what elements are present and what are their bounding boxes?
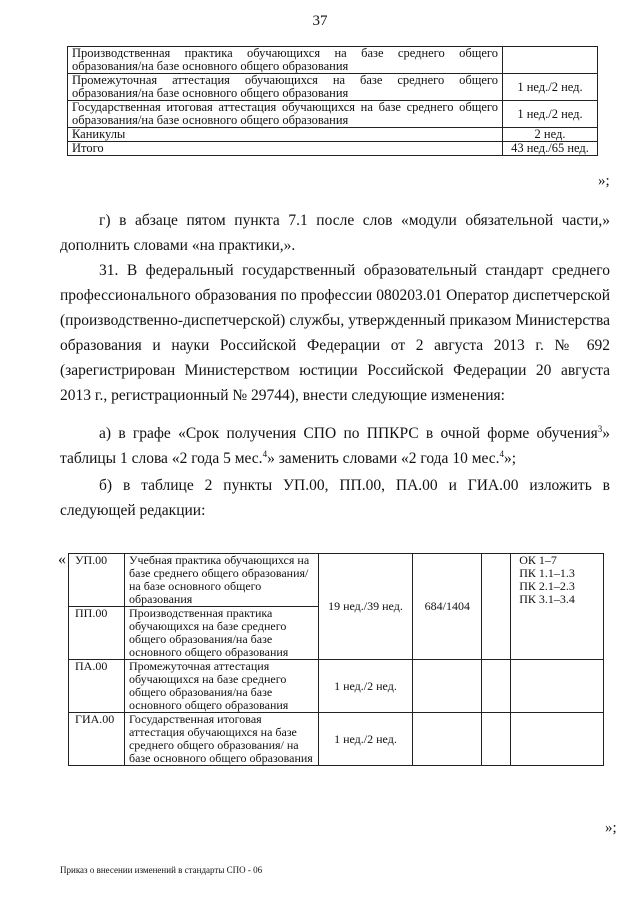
row-name: Государственная итоговая аттестация обучающихся на базе среднего общего образования/ на базе основного общего образования xyxy=(124,713,318,766)
row-code: УП.00 xyxy=(69,554,125,607)
table-row xyxy=(68,142,598,156)
row-name: Государственная итоговая аттестация обучающихся на базе среднего общего образования/на базе основного общего образования xyxy=(68,101,503,128)
table-row xyxy=(68,74,598,101)
row-code: ГИА.00 xyxy=(69,713,125,766)
paragraph-a-text: а) в графе «Срок получения СПО по ППКРС в очной форме обучения xyxy=(99,425,598,442)
paragraph-a-text: » заменить словами «2 года 10 мес. xyxy=(267,450,500,467)
open-quote: « xyxy=(58,551,66,568)
footnote-mark: 3 xyxy=(597,423,603,434)
row-name: Производственная практика обучающихся на базе среднего общего образования/на базе основного общего образования xyxy=(68,47,503,74)
table-row xyxy=(69,713,604,766)
empty-cell xyxy=(482,554,511,660)
competency-item: ПК 3.1–3.4 xyxy=(519,592,575,606)
paragraph-a-text: » таблицы 1 слова «2 года 5 мес. xyxy=(60,425,610,467)
bottom-table xyxy=(68,553,604,766)
empty-cell xyxy=(482,713,511,766)
row-value: 1 нед./2 нед. xyxy=(503,101,598,128)
closing-quote: »; xyxy=(598,173,610,189)
table-row xyxy=(69,660,604,713)
competency-item: ПК 2.1–2.3 xyxy=(519,579,575,593)
merged-hours: 684/1404 xyxy=(413,554,482,660)
row-code: ПА.00 xyxy=(69,660,125,713)
row-value xyxy=(503,47,598,74)
empty-cell xyxy=(482,660,511,713)
row-value: 43 нед./65 нед. xyxy=(503,142,598,156)
paragraph-a xyxy=(60,421,610,471)
row-name: Каникулы xyxy=(68,128,503,142)
closing-quote: »; xyxy=(605,820,617,836)
footnote-mark: 4 xyxy=(499,448,505,459)
page-number: 37 xyxy=(312,13,328,29)
merged-weeks: 19 нед./39 нед. xyxy=(318,554,413,660)
paragraph-b: б) в таблице 2 пункты УП.00, ПП.00, ПА.00 и ГИА.00 изложить в следующей редакции: xyxy=(60,477,610,519)
row-name: Производственная практика обучающихся на базе среднего общего образования/на базе основного общего образования xyxy=(124,607,318,660)
competencies xyxy=(511,554,604,660)
row-name: Учебная практика обучающихся на базе среднего общего образования/на базе основного общего образования xyxy=(124,554,318,607)
row-name: Итого xyxy=(68,142,503,156)
competency-item: ОК 1–7 xyxy=(519,553,557,567)
paragraph-g: г) в абзаце пятом пункта 7.1 после слов «модули обязательной части,» дополнить словами «на практики,». xyxy=(60,212,610,254)
row-value: 2 нед. xyxy=(503,128,598,142)
row-code: ПП.00 xyxy=(69,607,125,660)
row-value: 1 нед./2 нед. xyxy=(503,74,598,101)
top-table xyxy=(67,46,598,156)
footnote-mark: 4 xyxy=(262,448,268,459)
paragraph-a-text: »; xyxy=(504,450,517,467)
competency-item: ПК 1.1–1.3 xyxy=(519,566,575,580)
empty-cell xyxy=(511,660,604,713)
empty-cell xyxy=(413,660,482,713)
table-row xyxy=(68,101,598,128)
table-row xyxy=(68,47,598,74)
row-weeks: 1 нед./2 нед. xyxy=(318,713,413,766)
row-name: Промежуточная аттестация обучающихся на базе среднего общего образования/на базе основного общего образования xyxy=(124,660,318,713)
empty-cell xyxy=(413,713,482,766)
paragraph-31: 31. В федеральный государственный образовательный стандарт среднего профессионального образования по профессии 080203.01 Оператор диспетчерской (производственно-диспетчерской) службы, утвержденный приказом Министерства образования и науки Российской Федерации от 2 августа 2013 г. № 692 (зарегистрирован Министерством юстиции Российской Федерации 20 августа 2013 г., регистрационный № 29744), внести следующие изменения: xyxy=(60,262,610,404)
table-row xyxy=(69,554,604,607)
row-weeks: 1 нед./2 нед. xyxy=(318,660,413,713)
table-row xyxy=(68,128,598,142)
footer-text: Приказ о внесении изменений в стандарты СПО - 06 xyxy=(60,865,263,875)
empty-cell xyxy=(511,713,604,766)
row-name: Промежуточная аттестация обучающихся на базе среднего общего образования/на базе основного общего образования xyxy=(68,74,503,101)
